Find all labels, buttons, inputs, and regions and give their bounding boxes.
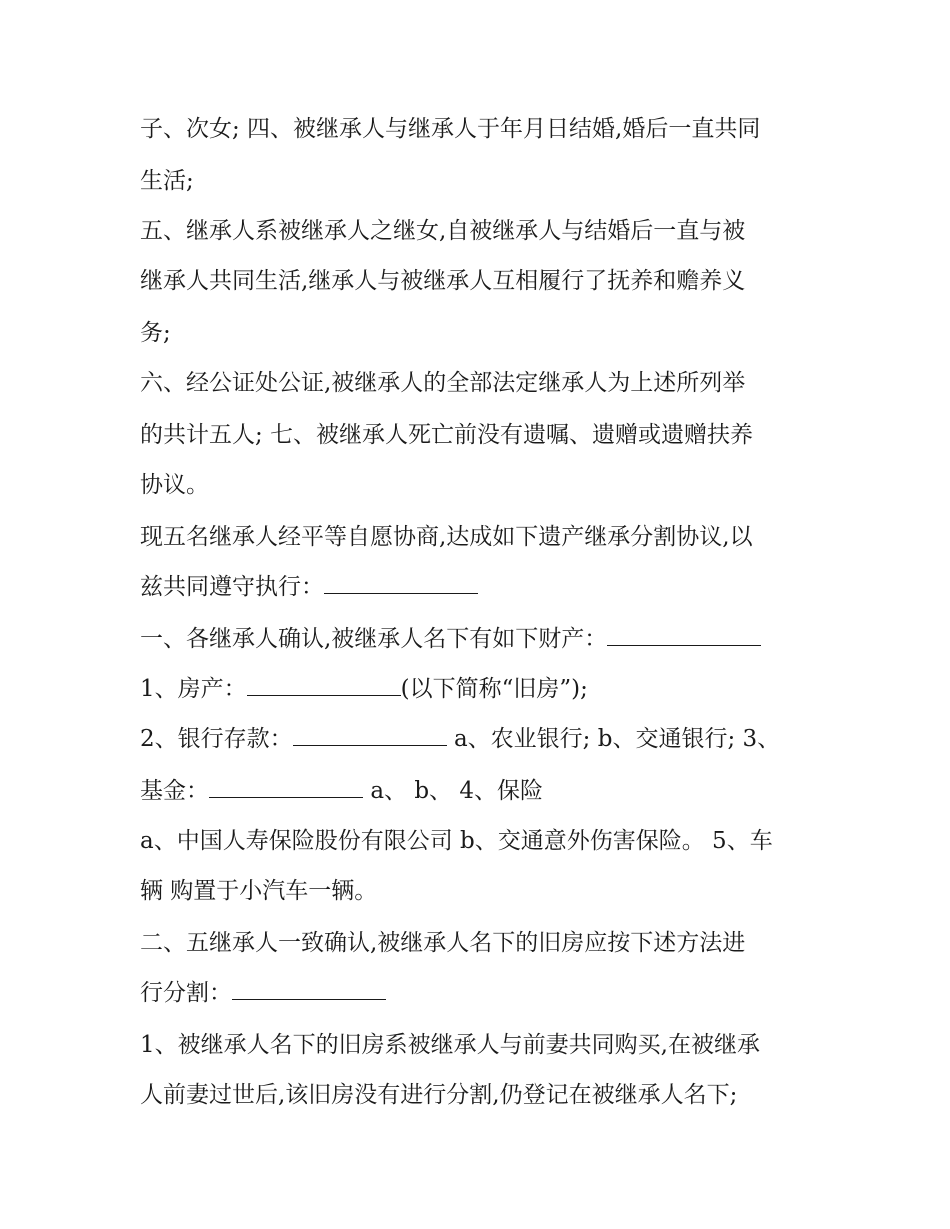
text-line [140, 166, 820, 196]
line-text: 1、被继承人名下的旧房系被继承人与前妻共同购买,在被继承 [140, 1032, 760, 1058]
line-text: 子、次女; 四、被继承人与继承人于年月日结婚,婚后一直共同 [140, 116, 761, 142]
text-line [140, 470, 820, 500]
text-line [140, 928, 820, 958]
line-text: 生活; [140, 168, 194, 194]
text-line [140, 318, 820, 348]
text-line [140, 674, 820, 704]
line-text: 基金： [140, 778, 209, 804]
line-text: a、农业银行; b、交通银行; 3、 [453, 726, 781, 752]
line-text: 人前妻过世后,该旧房没有进行分割,仍登记在被继承人名下; [140, 1082, 738, 1108]
text-line [140, 114, 820, 144]
text-line [140, 1030, 820, 1060]
fill-in-blank [209, 777, 363, 798]
text-line [140, 876, 820, 906]
text-line [140, 1080, 820, 1110]
text-line [140, 624, 820, 654]
line-text: 1、房产： [140, 676, 247, 702]
line-text: 二、五继承人一致确认,被继承人名下的旧房应按下述方法进 [140, 930, 746, 956]
fill-in-blank [324, 573, 478, 594]
line-text: 行分割： [140, 980, 232, 1006]
line-text: 辆 购置于小汽车一辆。 [140, 878, 378, 904]
text-line [140, 978, 820, 1008]
line-text: 五、继承人系被继承人之继女,自被继承人与结婚后一直与被 [140, 218, 746, 244]
fill-in-blank [247, 675, 401, 696]
text-line [140, 266, 820, 296]
line-text: 继承人共同生活,继承人与被继承人互相履行了抚养和赡养义 [140, 268, 746, 294]
fill-in-blank [232, 979, 386, 1000]
fill-in-blank [293, 725, 447, 746]
line-text: 一、各继承人确认,被继承人名下有如下财产： [140, 626, 608, 652]
text-line [140, 572, 820, 602]
text-line [140, 724, 820, 754]
text-line [140, 420, 820, 450]
line-text: 现五名继承人经平等自愿协商,达成如下遗产继承分割协议,以 [140, 524, 753, 550]
line-text: (以下简称“旧房”); [400, 676, 588, 702]
text-line [140, 216, 820, 246]
text-line [140, 776, 820, 806]
text-line [140, 368, 820, 398]
line-text: 2、银行存款： [140, 726, 293, 752]
line-text: 六、经公证处公证,被继承人的全部法定继承人为上述所列举 [140, 370, 746, 396]
fill-in-blank [607, 625, 761, 646]
line-text: 协议。 [140, 472, 209, 498]
text-line [140, 522, 820, 552]
line-text: a、 b、 4、保险 [370, 778, 544, 804]
line-text: a、中国人寿保险股份有限公司 b、交通意外伤害保险。 5、车 [140, 828, 773, 854]
line-text: 兹共同遵守执行： [140, 574, 324, 600]
line-text: 务; [140, 320, 171, 346]
line-text: 的共计五人; 七、被继承人死亡前没有遗嘱、遗赠或遗赠扶养 [140, 422, 754, 448]
text-line [140, 826, 820, 856]
